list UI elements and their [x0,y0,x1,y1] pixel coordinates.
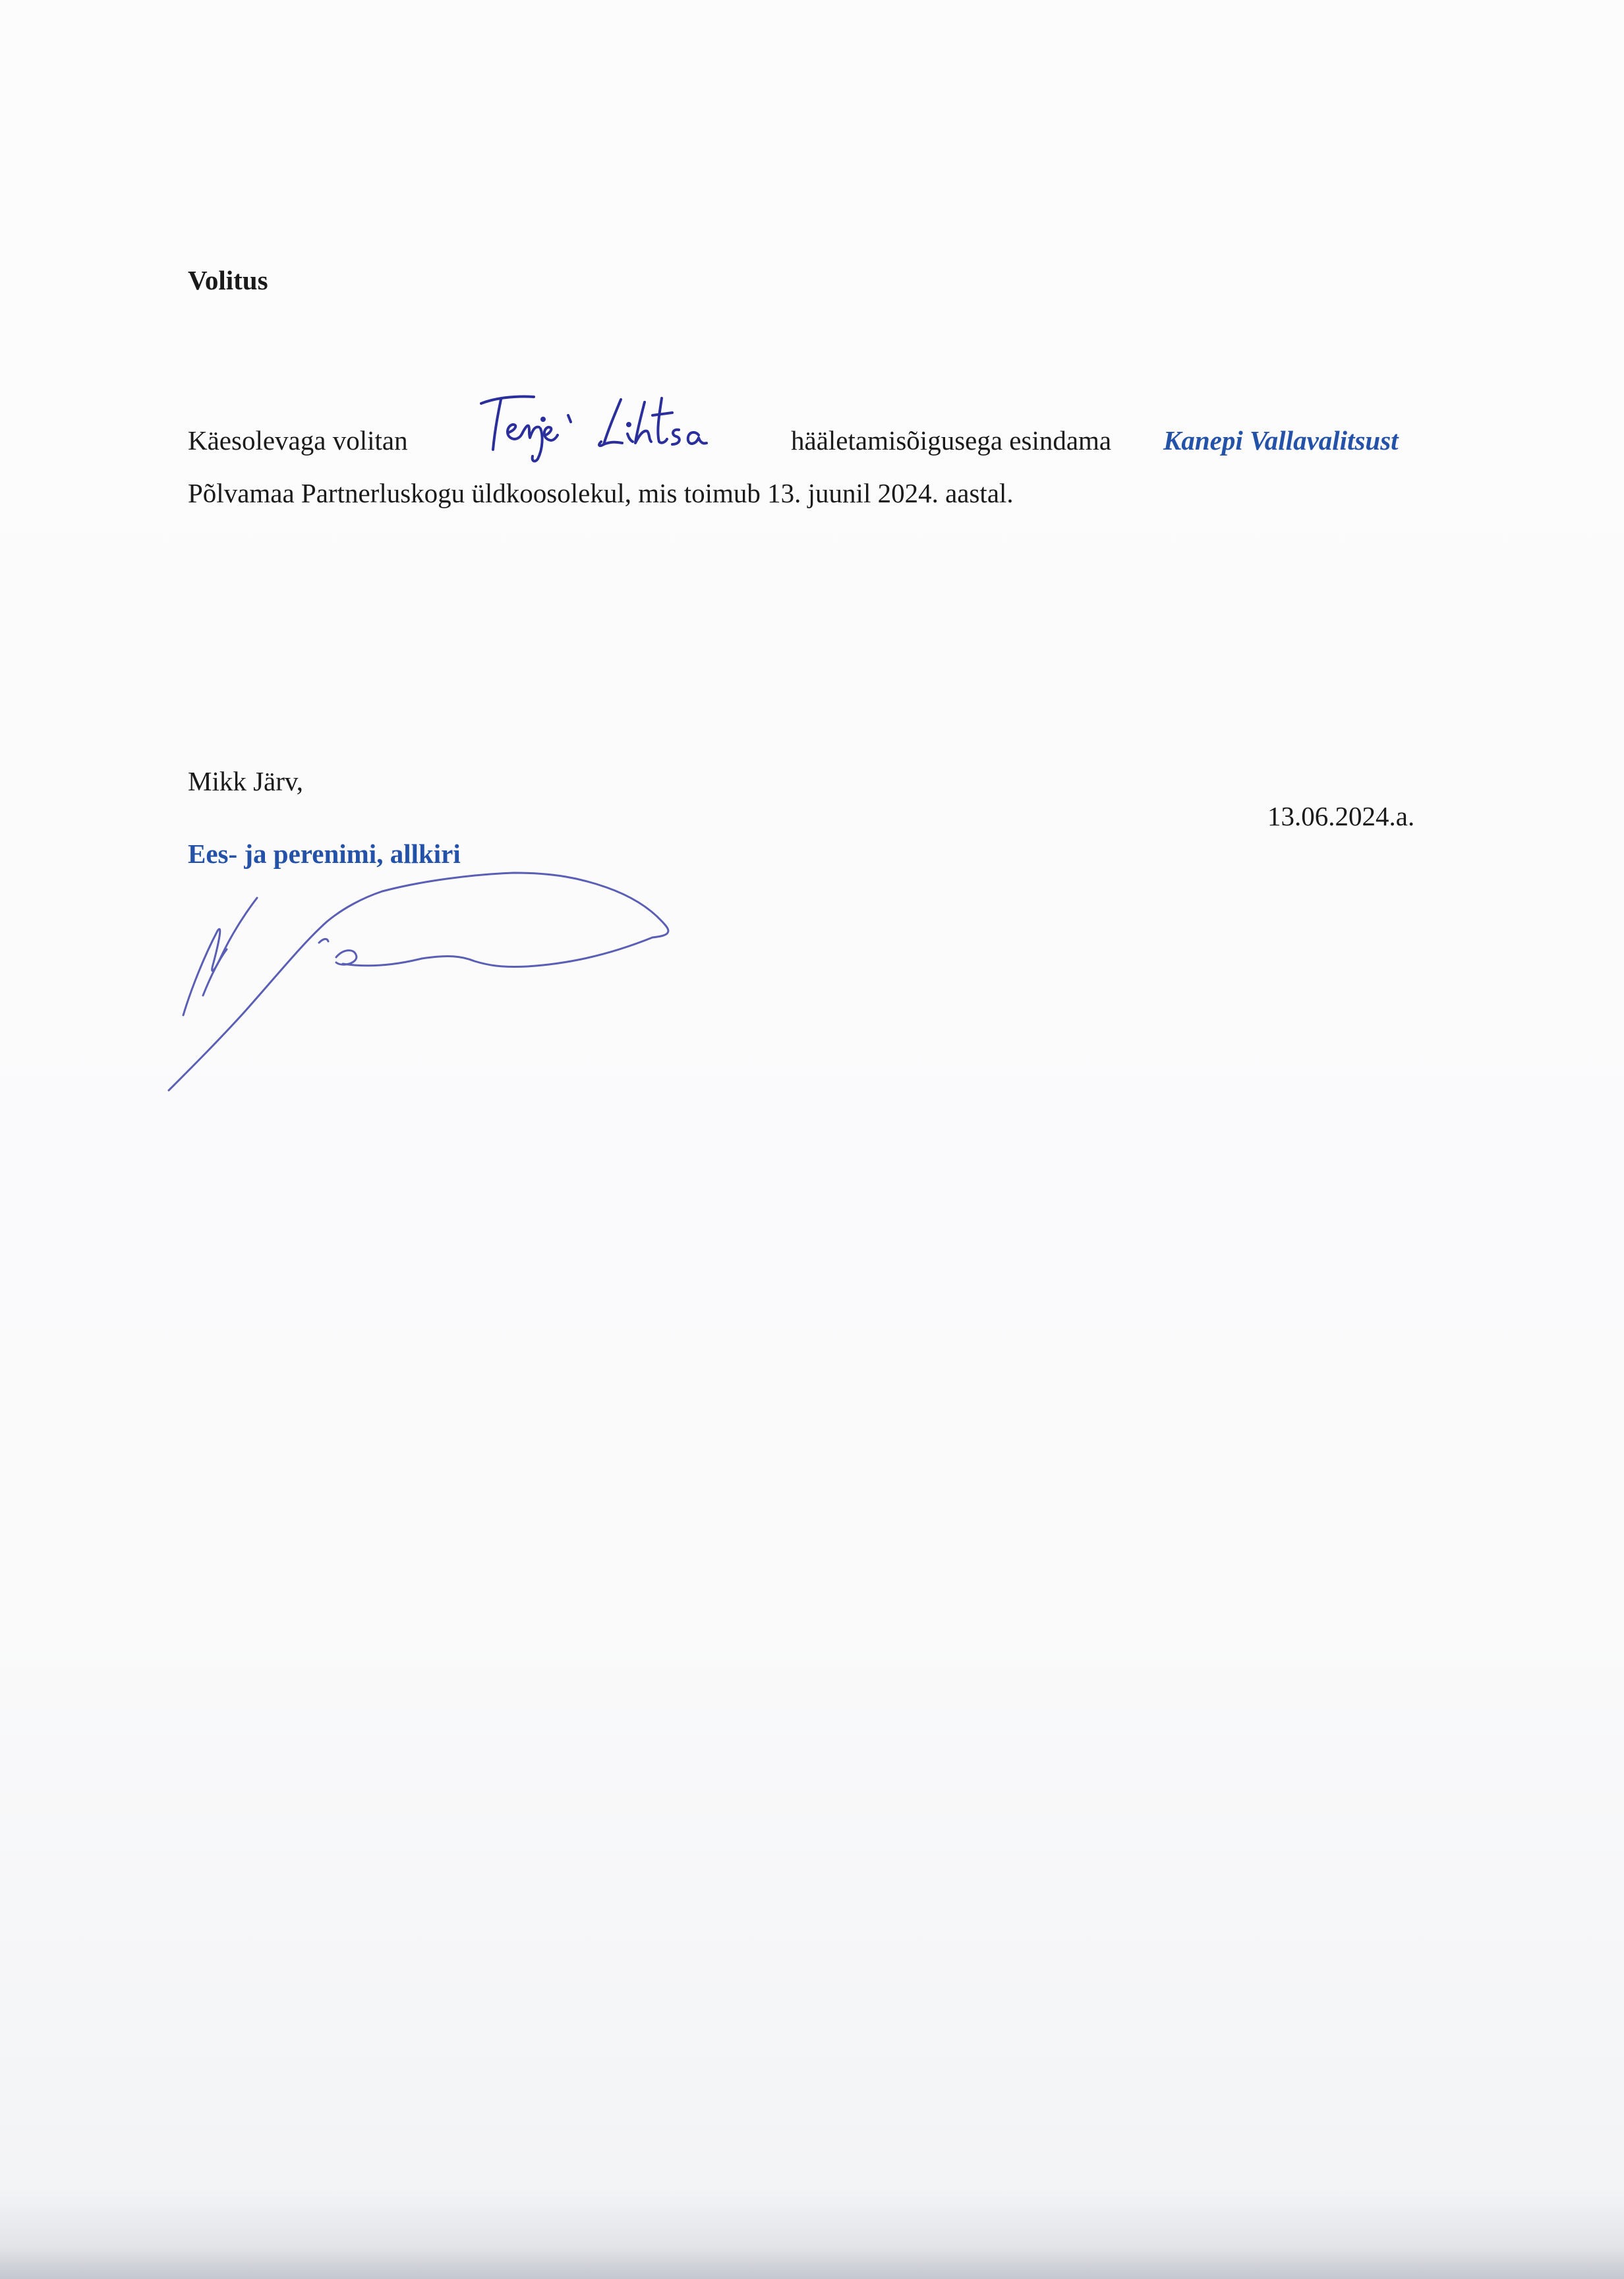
document-date: 13.06.2024.a. [1267,801,1415,831]
signature-label: Ees- ja perenimi, allkiri [188,839,461,869]
organization-name: Kanepi Vallavalitsust [1163,425,1399,456]
handwritten-proxy-name [475,389,751,468]
signer-name: Mikk Järv, [188,766,303,796]
handwritten-signature [145,857,718,1101]
document-title: Volitus [188,265,268,295]
meeting-sentence: Põlvamaa Partnerluskogu üldkoosolekul, mis toimub 13. juunil 2024. aastal. [188,478,1014,508]
scan-shadow-edge [0,2247,1624,2279]
intro-prefix: Käesolevaga volitan [188,425,408,456]
intro-suffix: hääletamisõigusega esindama [791,425,1112,456]
